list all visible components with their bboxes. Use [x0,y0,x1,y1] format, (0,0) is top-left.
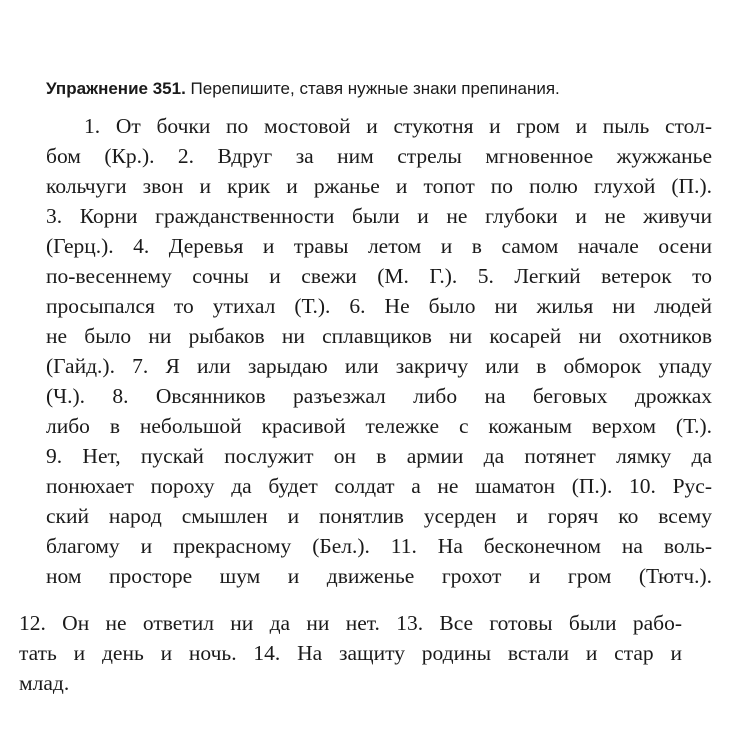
text-line: понюхает пороху да будет солдат а не шаматон (П.). 10. Рус- [46,474,712,498]
text-line: не было ни рыбаков ни сплавщиков ни косарей ни охотников [46,324,712,348]
text-line: просыпался то утихал (Т.). 6. Не было ни жилья ни людей [46,294,712,318]
text-line: (Герц.). 4. Деревья и травы летом и в самом начале осени [46,234,712,258]
text-line: 3. Корни гражданственности были и не глубоки и не живучи [46,204,712,228]
text-line: млад. [19,671,70,695]
exercise-main-text [46,111,712,591]
text-line: благому и прекрасному (Бел.). 11. На бесконечном на воль- [46,534,712,558]
text-line: 12. Он не ответил ни да ни нет. 13. Все готовы были рабо- [19,611,682,635]
text-line: тать и день и ночь. 14. На защиту родины встали и стар и [19,641,682,665]
text-line: кольчуги звон и крик и ржанье и топот по полю глухой (П.). [46,174,712,198]
text-line: ном просторе шум и движенье грохот и гром (Тютч.). [46,564,712,588]
exercise-number: Упражнение 351. [46,79,186,98]
exercise-heading [46,79,726,99]
text-line: 1. От бочки по мостовой и стукотня и гром и пыль стол- [84,114,712,138]
text-line: (Гайд.). 7. Я или зарыдаю или закричу или в обморок упаду [46,354,712,378]
exercise-tail-text [19,608,682,698]
text-line: 9. Нет, пускай послужит он в армии да потянет лямку да [46,444,712,468]
text-line: по-весеннему сочны и свежи (М. Г.). 5. Легкий ветерок то [46,264,712,288]
text-line: бом (Кр.). 2. Вдруг за ним стрелы мгновенное жужжанье [46,144,712,168]
text-line: ский народ смышлен и понятлив усерден и горяч ко всему [46,504,712,528]
exercise-instruction: Перепишите, ставя нужные знаки препинания. [190,79,560,98]
text-line: (Ч.). 8. Овсянников разъезжал либо на беговых дрожках [46,384,712,408]
text-line: либо в небольшой красивой тележке с кожаным верхом (Т.). [46,414,712,438]
